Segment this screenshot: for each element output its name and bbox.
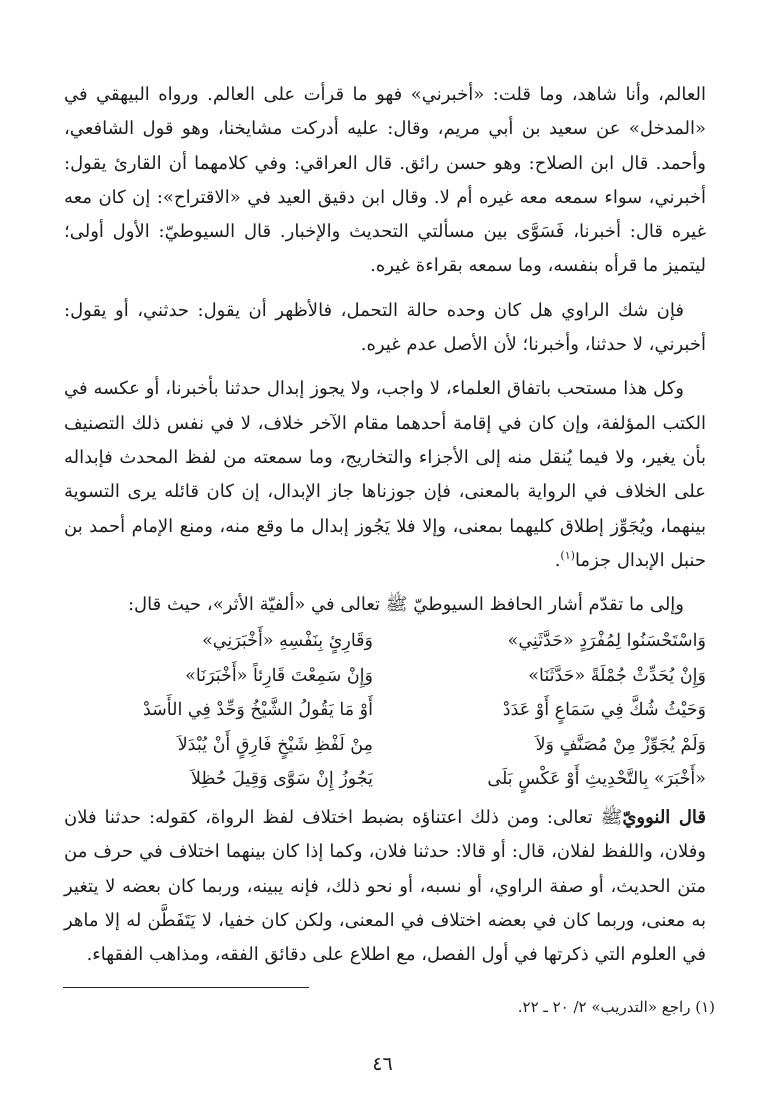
paragraph-3 bbox=[64, 372, 706, 578]
verse-2-first-hemistich: وَإِنْ يُحَدِّثْ جُمْلَةً «حَدَّثَنَا» bbox=[528, 665, 706, 686]
verse-4-second-hemistich: مِنْ لَفْظِ شَيْخٍ فَارِقٍ أَنْ يُبْدَلاَ bbox=[177, 734, 373, 755]
paragraph-2: فإن شك الراوي هل كان وحده حالة التحمل، فالأظهر أن يقول: حدثني، أو يقول: أخبرني، لا حدثنا، وأخبرنا؛ لأن الأصل عدم غيره. bbox=[64, 299, 706, 356]
footnote-divider bbox=[63, 987, 309, 988]
paragraph-nawawi bbox=[64, 801, 706, 972]
footnote-reference[interactable]: (١) bbox=[560, 548, 575, 562]
poem bbox=[64, 624, 706, 797]
paragraph-1: العالم، وأنا شاهد، وما قلت: «أخبرني» فهو ما قرأت على العالم. ورواه البيهقي في «المدخل» عن سعيد بن أبي مريم، وقال: عليه أدركت مشايخنا، وهو قول الشافعي، وأحمد. قال ابن الصلاح: وهو حسن رائق. قال العراقي: وفي كلامهما أن القارئ يقول: أخبرني، سواء سمعه معه غيره أم لا. وقال ابن دقيق العيد في «الاقتراح»: إن كان معه غيره قال: أخبرنا، فَسَوَّى بين مسألتي التحديث والإخبار. قال السيوطيّ: الأول أولى؛ ليتميز ما قرأه بنفسه، وما سمعه بقراءة غيره. bbox=[64, 84, 706, 277]
verse-1-second-hemistich: وَقَارِئٍ بِنَفْسِهِ «أَخْبَرَنِي» bbox=[202, 631, 373, 652]
verse-4-first-hemistich: وَلَمْ يُجَوِّزْ مِنْ مُصَنَّفٍ وَلاَ bbox=[535, 734, 706, 755]
verse-3-second-hemistich: أَوْ مَا يَقُولُ الشَّيْخُ وَحِّدْ فِي الأَسَدْ bbox=[142, 700, 373, 721]
nawawi-lead: قال النوويّ bbox=[622, 806, 706, 828]
paragraph-3-text: وكل هذا مستحب باتفاق العلماء، لا واجب، ولا يجوز إبدال حدثنا بأخبرنا، أو عكسه في الكتب المؤلفة، وإن كان في إقامة أحدهما مقام الآخر خلاف، لا في نفس ذلك التصنيف بأن يغير، ولا فيما يُنقل منه إلى الأجزاء والتخاريج، وما سمعته من لفظ المحدث فإبداله على الخلاف في الرواية بالمعنى، فإن جوزناها جاز الإبدال، إن كان قائله يرى التسوية بينهما، ويُجَوِّز إطلاق كليهما بمعنى، وإلا فلا يَجُوز إبدال ما وقع منه، ومنع الإمام أحمد بن حنبل الإبدال جزما bbox=[64, 378, 706, 571]
verse-3-first-hemistich: وَحَيْثُ شُكَّ فِي سَمَاعٍ أَوْ عَدَدْ bbox=[502, 700, 706, 721]
paragraph-3-end: . bbox=[554, 549, 561, 571]
verse-2-second-hemistich: وَإِنْ سَمِعْتَ قَارِئاً «أَخْبَرَنَا» bbox=[185, 665, 373, 686]
verse-1-first-hemistich: وَاسْتَحْسَنُوا لِمُفْرَدٍ «حَدَّثَنِي» bbox=[507, 631, 706, 652]
verse-5-second-hemistich: يَجُوزُ إِنْ سَوَّى وَقِيلَ حُظِلاَ bbox=[191, 769, 373, 790]
footnote: (١) راجع «التدريب» ٢/ ٢٠ ـ ٢٢. bbox=[517, 998, 715, 1016]
page-number: ٤٦ bbox=[372, 1053, 393, 1075]
poem-intro: وإلى ما تقدّم أشار الحافظ السيوطيّ ﷺ تعالى في «ألفيّة الأثر»، حيث قال: bbox=[127, 594, 684, 616]
main-text bbox=[64, 78, 706, 972]
nawawi-text: ﷺ تعالى: ومن ذلك اعتناؤه بضبط اختلاف لفظ الرواة، كقوله: حدثنا فلان وفلان، واللفظ لفلان، قال: أو قالا: حدثنا فلان، وكما إذا كان بينهما اختلاف في حرف من متن الحديث، أو صفة الراوي، أو نسبه، أو نحو ذلك، فإنه يبينه، وربما كان بعضه لا يتغير به معنى، وربما كان في بعضه اختلاف في المعنى، ولكن كان خفيا، لا يَتَفَطَّن له إلا ماهر في العلوم التي ذكرتها في أول الفصل، مع اطلاع على دقائق الفقه، ومذاهب الفقهاء. bbox=[64, 806, 706, 966]
verse-5-first-hemistich: «أَخْبَرَ» بِالتَّحْدِيثِ أَوْ عَكْسٍ بَلَى bbox=[487, 769, 706, 790]
